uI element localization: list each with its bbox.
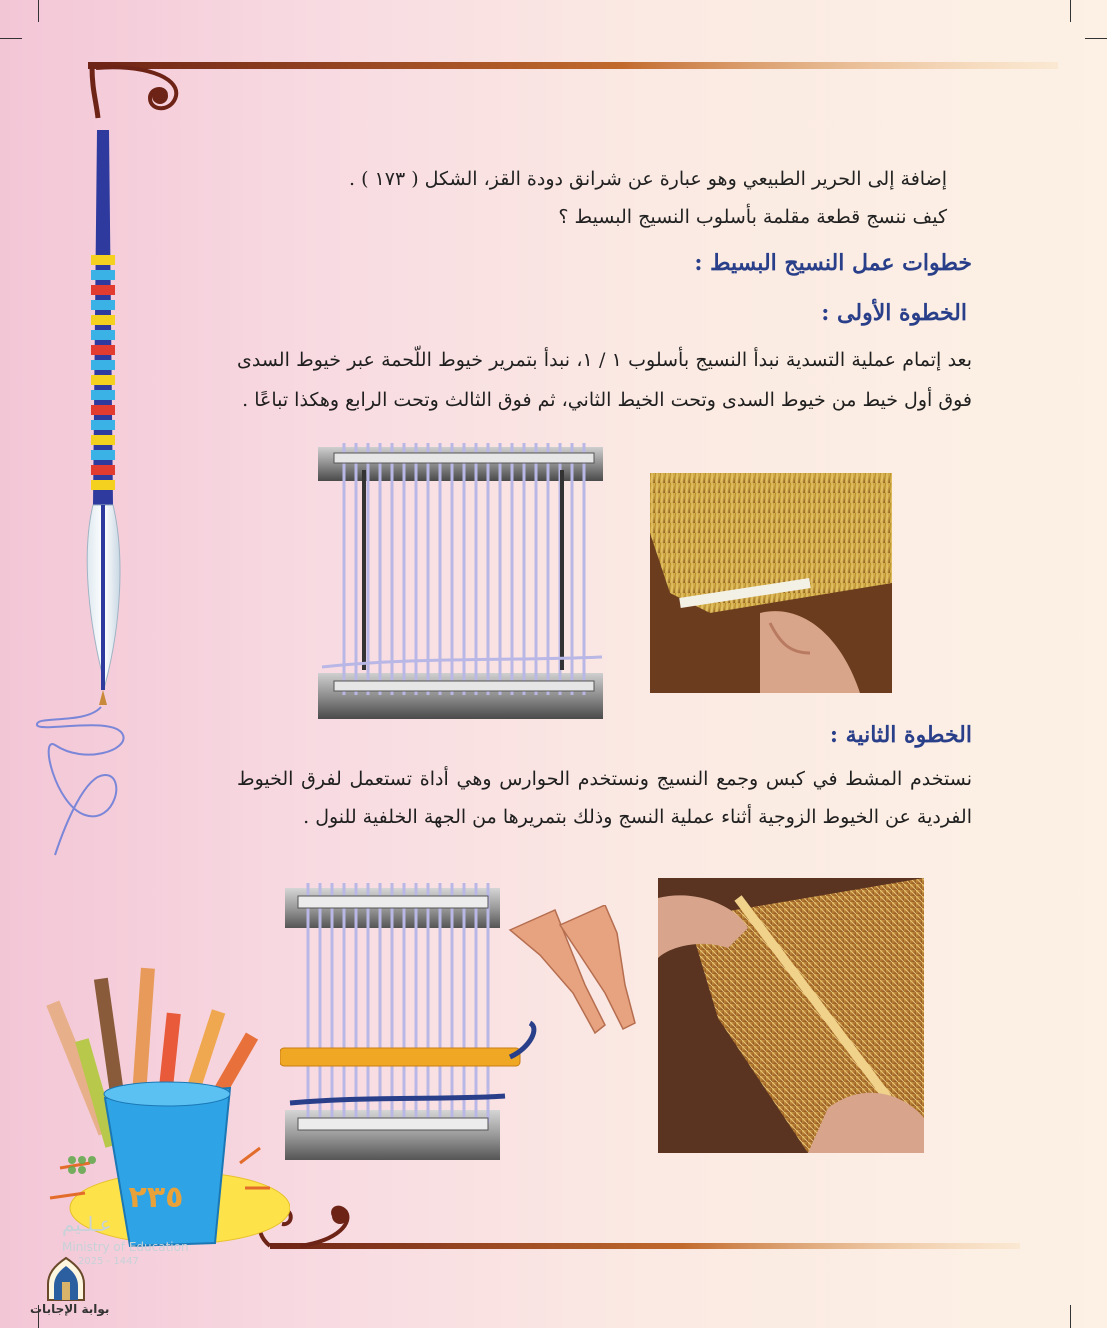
loom-diagram-shed-stick [280, 878, 540, 1168]
intro-line-1: إضافة إلى الحرير الطبيعي وهو عبارة عن شرانق دودة القز، الشكل ( ١٧٣ ) . [349, 168, 947, 190]
watermark-year: 2025 - 1447 [78, 1256, 139, 1267]
loom-diagram-weaving [312, 435, 607, 725]
weaving-photo-1 [650, 473, 892, 693]
step2-title: الخطوة الثانية : [829, 722, 972, 748]
step2-text: نستخدم المشط في كبس وجمع النسيج ونستخدم الحوارس وهي أداة تستعمل لفرق الخيوط الفردية عن الخيوط الزوجية أثناء عملية النسج وذلك بتمريرها من الجهة الخلفية للنول . [237, 768, 972, 828]
section-title: خطوات عمل النسيج البسيط : [694, 250, 972, 276]
watermark-ministry-en: Ministry of Education [62, 1240, 189, 1254]
weaving-combs-illustration [505, 905, 645, 1040]
portal-logo-icon [44, 1256, 88, 1302]
watermark-ministry-ar: عـلـيم [62, 1212, 112, 1236]
step1-title: الخطوة الأولى : [821, 300, 967, 326]
intro-line-2: كيف ننسج قطعة مقلمة بأسلوب النسيج البسيط ؟ [558, 206, 947, 228]
portal-logo-text: بوابة الإجابات [30, 1302, 110, 1316]
step1-text: بعد إتمام عملية التسدية نبدأ النسيج بأسلوب ١ / ١، نبدأ بتمرير خيوط اللّحمة عبر خيوط السدى فوق أول خيط من خيوط السدى وتحت الخيط الثاني، ثم فوق الثالث وتحت الرابع وهكذا تباعًا . [237, 349, 972, 411]
pen-illustration [25, 125, 145, 865]
page-number: ٢٣٥ [128, 1180, 184, 1215]
weaving-photo-2 [658, 878, 924, 1153]
